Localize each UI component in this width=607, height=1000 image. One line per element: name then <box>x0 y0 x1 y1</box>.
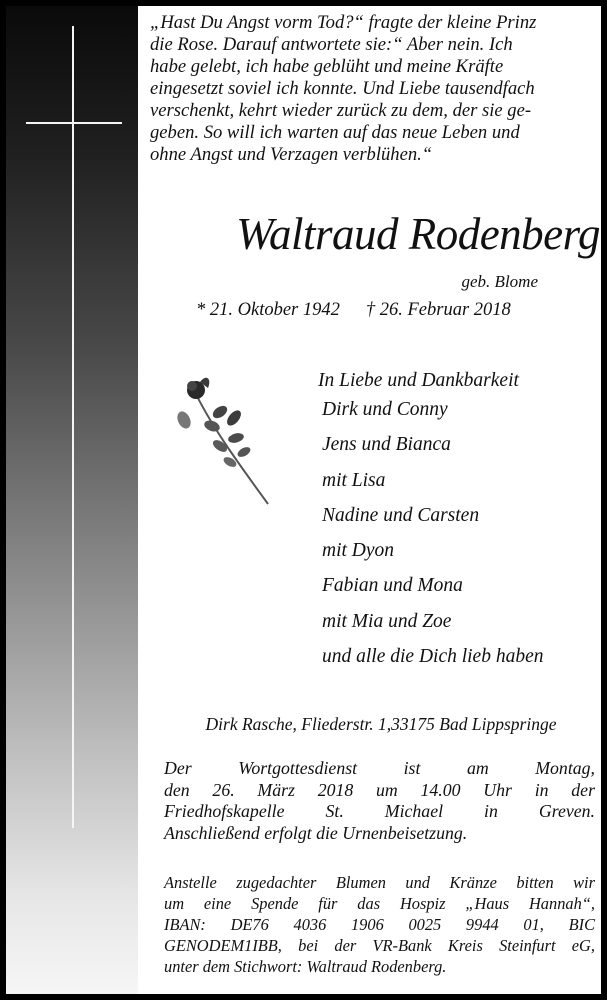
quote-line: ohne Angst und Verzagen verblühen.“ <box>150 144 433 165</box>
family-member: Nadine und Carsten <box>322 504 480 526</box>
donation-line: Anstelle zugedachter Blumen und Kränze bitten wir <box>164 873 595 892</box>
service-line: Der Wortgottesdienst ist am Montag, <box>164 758 595 778</box>
birth-date: * 21. Oktober 1942 <box>196 300 340 320</box>
notice-content <box>138 6 601 994</box>
donation-line: GENODEM1IBB, bei der VR-Bank Kreis Steinfurt eG, <box>164 936 595 955</box>
notice-frame <box>6 6 601 994</box>
quote-line: verschenkt, kehrt wieder zurück zu dem, der sie ge- <box>150 100 532 121</box>
service-line: Anschließend erfolgt die Urnenbeisetzung. <box>164 822 468 843</box>
service-info <box>164 758 595 844</box>
family-member: mit Dyon <box>322 540 395 562</box>
deceased-name: Waltraud Rodenberg <box>236 209 600 259</box>
family-member: mit Lisa <box>322 469 386 491</box>
quote-line: habe gelebt, ich habe geblüht und meine Kräfte <box>150 56 504 77</box>
death-date: † 26. Februar 2018 <box>365 300 511 320</box>
family-member: mit Mia und Zoe <box>322 610 452 632</box>
donation-line: unter dem Stichwort: Waltraud Rodenberg. <box>164 957 447 976</box>
family-member: Dirk und Conny <box>322 399 448 420</box>
gradient-side-panel <box>6 6 138 994</box>
quote-line: geben. So will ich warten auf das neue Leben und <box>150 122 520 143</box>
service-line: Friedhofskapelle St. Michael in Greven. <box>164 801 595 821</box>
quote-line: eingesetzt soviel ich konnte. Und Liebe tausendfach <box>150 78 535 99</box>
service-line: den 26. März 2018 um 14.00 Uhr in der <box>164 779 595 800</box>
donation-line: IBAN: DE76 4036 1906 0025 9944 01, BIC <box>164 915 595 934</box>
rose-icon <box>172 368 282 508</box>
quote-line: „Hast Du Angst vorm Tod?“ fragte der kleine Prinz <box>150 12 537 33</box>
life-dates <box>196 300 511 321</box>
quote-line: die Rose. Darauf antwortete sie:“ Aber nein. Ich <box>150 34 513 55</box>
donation-info <box>164 872 595 977</box>
donation-line: um eine Spende für das Hospiz „Haus Hannah“, <box>164 894 595 913</box>
cross-bar <box>26 122 122 124</box>
family-list <box>318 370 544 674</box>
family-member: und alle die Dich lieb haben <box>322 646 544 668</box>
family-member: Jens und Bianca <box>322 434 451 456</box>
cross-icon <box>72 26 74 828</box>
quote-block <box>150 12 595 166</box>
family-intro: In Liebe und Dankbarkeit <box>318 370 519 391</box>
birth-name: geb. Blome <box>461 272 538 291</box>
family-member: Fabian und Mona <box>322 575 463 597</box>
family-address: Dirk Rasche, Fliederstr. 1,33175 Bad Lippspringe <box>205 714 557 734</box>
